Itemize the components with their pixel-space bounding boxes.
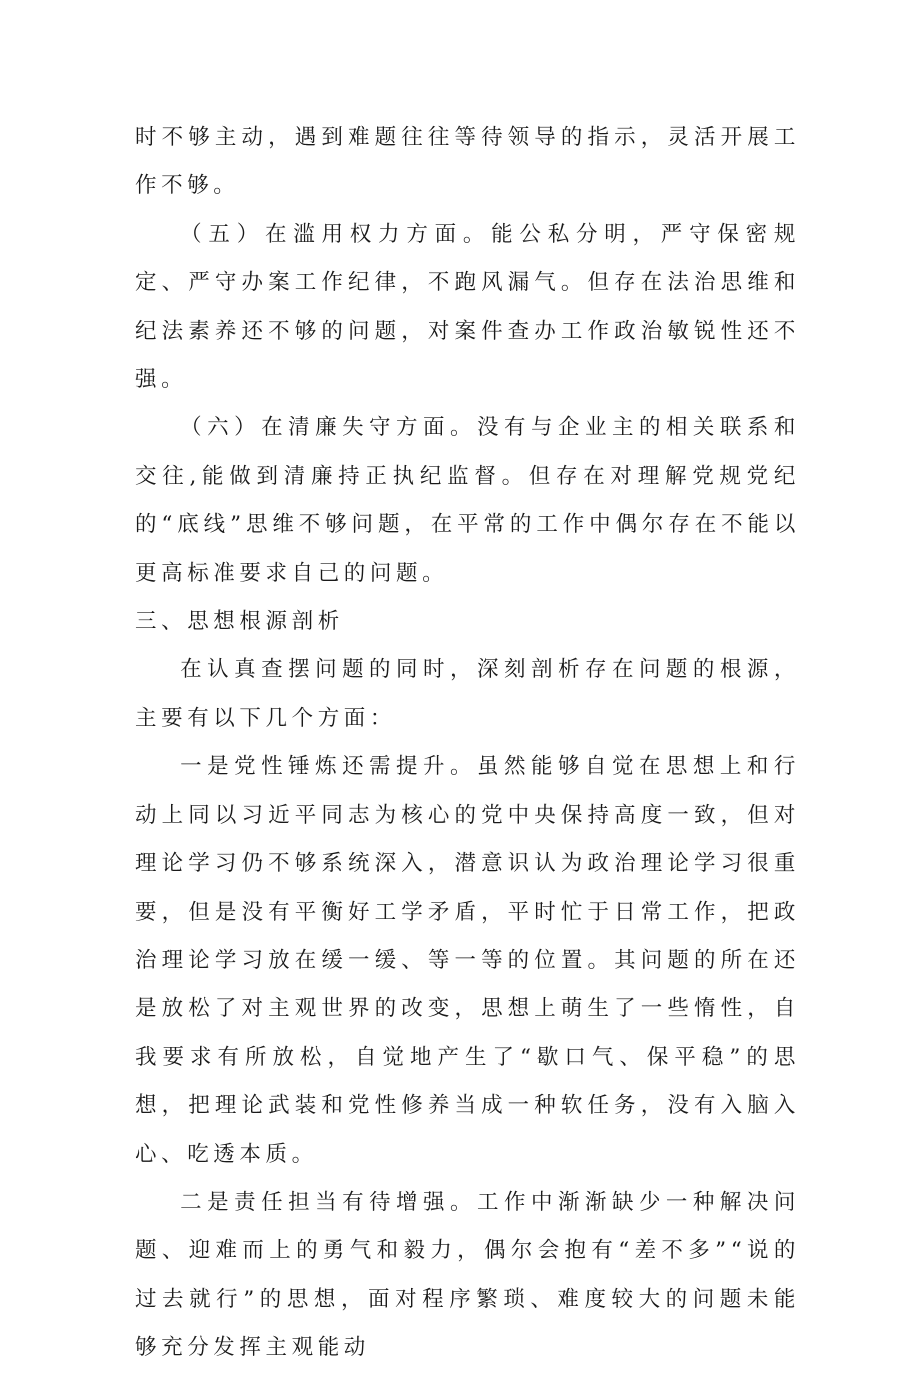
paragraph-party-spirit: 一是党性锤炼还需提升。虽然能够自觉在思想上和行动上同以习近平同志为核心的党中央保持高度一致，但对理论学习仍不够系统深入，潜意识认为政治理论学习很重要，但是没有平衡好工学矛盾，平时忙于日常工作，把政治理论学习放在缓一缓、等一等的位置。其问题的所在还是放松了对主观世界的改变，思想上萌生了一些惰性，自我要求有所放松，自觉地产生了“歇口气、保平稳”的思想，把理论武装和党性修养当成一种软任务，没有入脑入心、吃透本质。 <box>135 754 800 1167</box>
paragraph-section-five: （五）在滥用权力方面。能公私分明，严守保密规定、严守办案工作纪律，不跑风漏气。但存在法治思维和纪法素养还不够的问题，对案件查办工作政治敏锐性还不强。 <box>135 221 800 393</box>
paragraph-intro: 在认真查摆问题的同时，深刻剖析存在问题的根源，主要有以下几个方面： <box>135 657 800 731</box>
paragraph-responsibility: 二是责任担当有待增强。工作中渐渐缺少一种解决问题、迎难而上的勇气和毅力，偶尔会抱有“差不多”“说的过去就行”的思想，面对程序繁琐、难度较大的问题未能够充分发挥主观能动 <box>135 1189 800 1361</box>
paragraph-continuation: 时不够主动，遇到难题往往等待领导的指示，灵活开展工作不够。 <box>135 125 800 199</box>
document-body <box>135 114 800 1373</box>
paragraph-section-six: （六）在清廉失守方面。没有与企业主的相关联系和交往,能做到清廉持正执纪监督。但存在对理解党规党纪的“底线”思维不够问题，在平常的工作中偶尔存在不能以更高标准要求自己的问题。 <box>135 415 800 586</box>
section-heading-root-cause: 三、思想根源剖析 <box>135 609 344 635</box>
